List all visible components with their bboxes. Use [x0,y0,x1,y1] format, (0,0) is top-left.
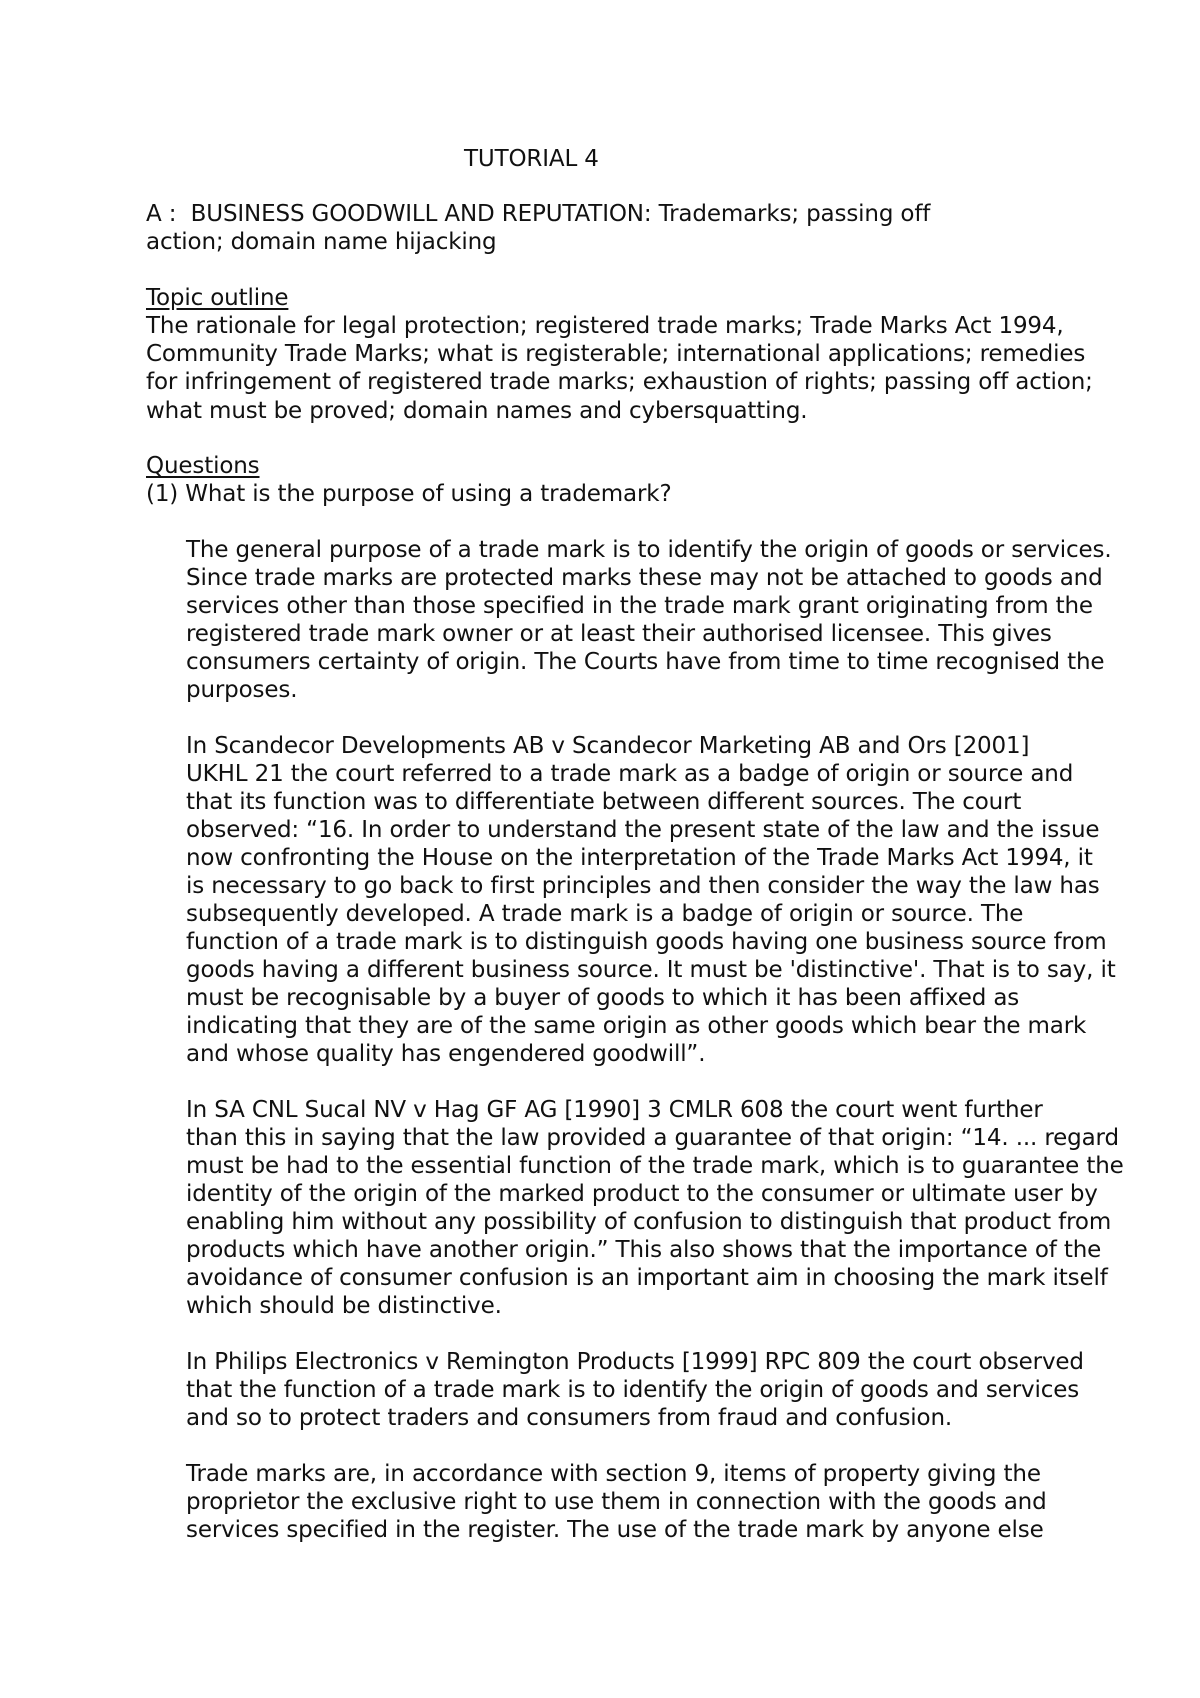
topic-outline-heading: Topic outline [146,285,289,311]
paragraph-line: which should be distinctive. [186,1293,502,1319]
questions-heading: Questions [146,453,260,479]
paragraph-line: In SA CNL Sucal NV v Hag GF AG [1990] 3 CMLR 608 the court went further [186,1097,1043,1123]
topic-outline-line: The rationale for legal protection; registered trade marks; Trade Marks Act 1994, [146,313,1064,339]
paragraph-line: purposes. [186,677,298,703]
paragraph-line: products which have another origin.” This also shows that the importance of the [186,1237,1102,1263]
paragraph-line: function of a trade mark is to distinguish goods having one business source from [186,929,1107,955]
topic-outline-line: Community Trade Marks; what is registerable; international applications; remedies [146,341,1086,367]
paragraph-line: Trade marks are, in accordance with section 9, items of property giving the [186,1461,1041,1487]
paragraph-line: that its function was to differentiate between different sources. The court [186,789,1022,815]
paragraph-line: is necessary to go back to first principles and then consider the way the law has [186,873,1100,899]
paragraph-line: goods having a different business source. It must be 'distinctive'. That is to say, it [186,957,1116,983]
paragraph-line: UKHL 21 the court referred to a trade mark as a badge of origin or source and [186,761,1074,787]
question-1: (1) What is the purpose of using a trademark? [146,481,672,507]
paragraph-line: than this in saying that the law provided a guarantee of that origin: “14. ... regard [186,1125,1119,1151]
paragraph-line: In Philips Electronics v Remington Products [1999] RPC 809 the court observed [186,1349,1084,1375]
paragraph-line: and whose quality has engendered goodwill”. [186,1041,706,1067]
paragraph-line: now confronting the House on the interpretation of the Trade Marks Act 1994, it [186,845,1093,871]
paragraph-line: identity of the origin of the marked product to the consumer or ultimate user by [186,1181,1098,1207]
topic-outline-line: for infringement of registered trade marks; exhaustion of rights; passing off action; [146,369,1093,395]
paragraph-line: enabling him without any possibility of confusion to distinguish that product from [186,1209,1112,1235]
paragraph-line: services specified in the register. The use of the trade mark by anyone else [186,1517,1044,1543]
paragraph-line: avoidance of consumer confusion is an important aim in choosing the mark itself [186,1265,1108,1291]
paragraph-line: observed: “16. In order to understand the present state of the law and the issue [186,817,1100,843]
paragraph-line: consumers certainty of origin. The Courts have from time to time recognised the [186,649,1105,675]
page-title: TUTORIAL 4 [464,146,599,172]
paragraph-line: must be had to the essential function of the trade mark, which is to guarantee the [186,1153,1124,1179]
paragraph-line: registered trade mark owner or at least their authorised licensee. This gives [186,621,1052,647]
paragraph-line: indicating that they are of the same origin as other goods which bear the mark [186,1013,1087,1039]
paragraph-line: subsequently developed. A trade mark is a badge of origin or source. The [186,901,1024,927]
paragraph-line: proprietor the exclusive right to use them in connection with the goods and [186,1489,1047,1515]
topic-outline-line: what must be proved; domain names and cybersquatting. [146,398,808,424]
paragraph-line: must be recognisable by a buyer of goods to which it has been affixed as [186,985,1020,1011]
paragraph-line: In Scandecor Developments AB v Scandecor Marketing AB and Ors [2001] [186,733,1030,759]
paragraph-line: Since trade marks are protected marks these may not be attached to goods and [186,565,1103,591]
section-heading-line: A : BUSINESS GOODWILL AND REPUTATION: Trademarks; passing off [146,201,931,227]
section-heading-line: action; domain name hijacking [146,229,497,255]
paragraph-line: services other than those specified in the trade mark grant originating from the [186,593,1093,619]
paragraph-line: that the function of a trade mark is to identify the origin of goods and services [186,1377,1080,1403]
paragraph-line: The general purpose of a trade mark is to identify the origin of goods or services. [186,537,1112,563]
paragraph-line: and so to protect traders and consumers from fraud and confusion. [186,1405,953,1431]
